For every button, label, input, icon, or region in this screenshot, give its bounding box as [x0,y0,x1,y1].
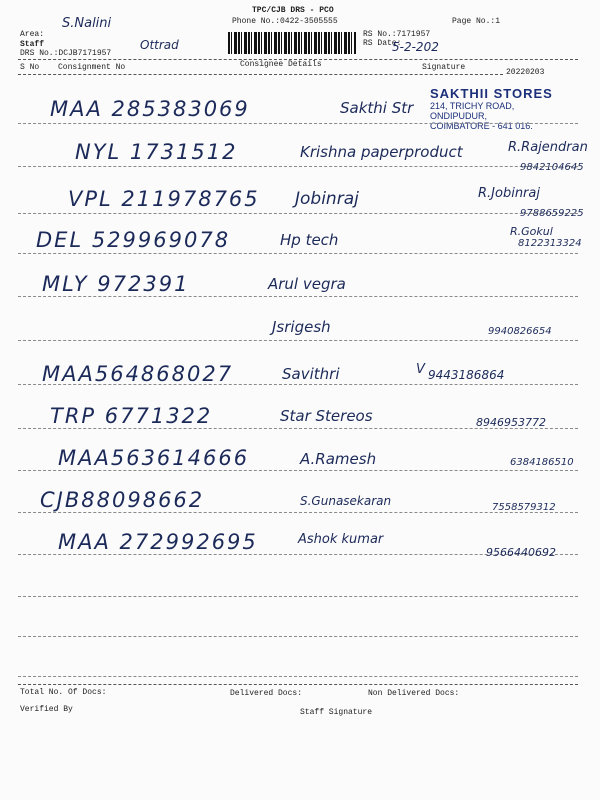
rule-line [18,340,578,341]
consignee-name: Savithri [282,365,340,383]
rs-number: RS No.:7171957 [363,30,431,39]
consignment-number: MAA 272992695 [58,530,258,554]
rule-line [18,253,578,254]
footer-divider [18,684,578,685]
consignment-number: MAA564868027 [42,362,234,386]
staff-signature-label: Staff Signature [300,708,373,717]
consignment-number: MAA563614666 [58,446,250,470]
consignee-name: Krishna paperproduct [300,143,463,161]
staff-value: Ottrad [140,38,179,52]
consignee-name: Sakthi Str [340,99,414,117]
stamp-address-2: ONDIPUDUR, [430,111,488,121]
delivered-docs-label: Delivered Docs: [230,689,303,698]
rule-line [18,123,578,124]
rs-date-label: RS Date: [363,39,402,48]
consignment-number: CJB88098662 [40,488,205,512]
col-sno: S No [20,63,40,72]
receiver-phone: 9940826654 [488,326,552,337]
receiver-phone: 8946953772 [476,416,546,429]
rule-line [18,596,578,597]
consignee-name: Jobinraj [295,189,359,209]
receiver-phone: 7558579312 [492,502,556,513]
area-value: S.Nalini [62,16,112,31]
non-delivered-docs-label: Non Delivered Docs: [368,689,460,698]
rule-line [18,470,578,471]
receiver-signature: R.Gokul [510,225,553,238]
consignee-name: Hp tech [280,231,339,249]
columns-divider [18,74,503,75]
consignment-number: TRP 6771322 [50,404,213,428]
receiver-signature: V [416,362,425,377]
consignment-number: DEL 529969078 [36,228,231,252]
date-code: 20220203 [506,68,545,77]
staff-label: Staff [20,40,45,49]
col-consignee: Consignee Details [240,60,322,69]
page-number: Page No.:1 [452,17,501,26]
barcode [228,32,356,54]
receiver-phone: 8122313324 [518,238,582,249]
stamp-name: SAKTHII STORES [430,86,553,101]
receiver-phone: 9443186864 [428,368,505,382]
consignment-number: VPL 211978765 [68,187,260,211]
consignment-number: MLY 972391 [42,272,190,296]
consignment-number: MAA 285383069 [50,97,250,121]
rs-date-value: 5-2-202 [392,40,439,54]
area-label: Area: [20,30,45,39]
receiver-phone: 9842104645 [520,162,584,173]
store-stamp [430,86,580,134]
consignment-number: NYL 1731512 [75,140,238,164]
rule-line [18,213,578,214]
consignee-name: Ashok kumar [298,532,384,547]
receiver-signature: R.Rajendran [508,140,588,155]
stamp-address-1: 214, TRICHY ROAD, [430,101,515,111]
drs-number: DRS No.:DCJB7171957 [20,49,112,58]
phone-number: Phone No.:0422-3505555 [232,17,338,26]
stamp-address-3: COIMBATORE - 641 016. [430,121,533,131]
receiver-phone: 9788659225 [520,208,584,219]
consignee-name: Star Stereos [280,407,373,425]
col-consignment: Consignment No [58,63,126,72]
rule-line [18,166,578,167]
consignee-name: A.Ramesh [300,450,377,468]
rule-line [18,676,578,677]
verified-by-label: Verified By [20,705,73,714]
receiver-phone: 6384186510 [510,457,574,468]
rule-line [18,636,578,637]
document-title: TPC/CJB DRS - PCO [252,6,334,15]
rule-line [18,296,578,297]
receiver-phone: 9566440692 [486,546,556,559]
receiver-signature: R.Jobinraj [478,186,540,201]
col-signature: Signature [422,63,466,72]
total-docs-label: Total No. Of Docs: [20,688,107,697]
consignee-name: Arul vegra [268,275,346,293]
consignee-name: S.Gunasekaran [300,494,392,508]
consignee-name: Jsrigesh [272,318,331,336]
